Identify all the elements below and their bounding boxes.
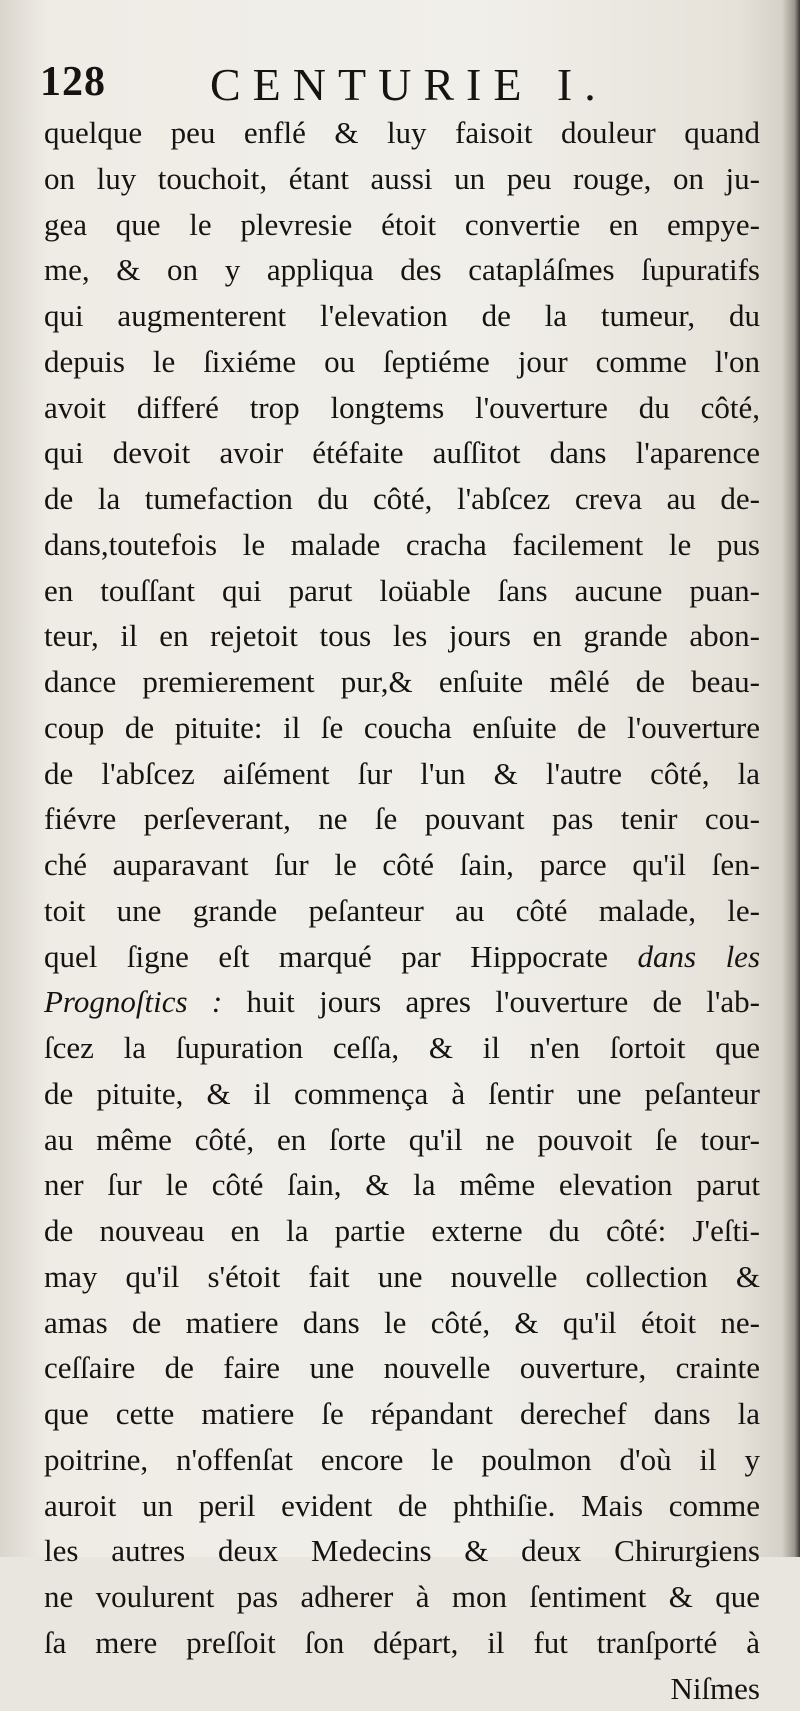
text-segment: depuis le ſixiéme ou ſeptiéme jour comme l'on [44, 344, 760, 379]
text-segment: teur, il en rejetoit tous les jours en grande abon- [44, 618, 760, 653]
text-segment: fiévre perſeverant, ne ſe pouvant pas tenir cou- [44, 801, 760, 836]
text-segment: en touſſant qui parut loüable ſans aucune puan- [44, 573, 760, 608]
text-segment: ner ſur le côté ſain, & la même elevation parut [44, 1167, 760, 1202]
text-line [44, 1300, 760, 1346]
text-line [44, 1254, 760, 1300]
text-line [44, 1666, 760, 1711]
text-line [44, 934, 760, 980]
text-segment: huit jours apres l'ouverture de l'ab- [222, 984, 760, 1019]
text-line [44, 568, 760, 614]
text-line [44, 1574, 760, 1620]
text-line [44, 979, 760, 1025]
text-line [44, 1483, 760, 1529]
text-line [44, 1117, 760, 1163]
text-segment: poitrine, n'offenſat encore le poulmon d'où il y [44, 1442, 760, 1477]
text-line [44, 796, 760, 842]
text-segment: may qu'il s'étoit fait une nouvelle collection & [44, 1259, 760, 1294]
text-segment: quelque peu enflé & luy faisoit douleur quand [44, 115, 760, 150]
text-segment: Niſmes [670, 1671, 760, 1706]
page-edge [782, 0, 800, 1557]
text-line [44, 842, 760, 888]
text-segment: ceſſaire de faire une nouvelle ouverture, crainte [44, 1350, 760, 1385]
text-segment: gea que le plevresie étoit convertie en empye- [44, 207, 760, 242]
text-segment: de pituite, & il commença à ſentir une peſanteur [44, 1076, 760, 1111]
text-segment: me, & on y appliqua des catapláſmes ſupuratifs [44, 252, 760, 287]
text-segment: les autres deux Medecins & deux Chirurgiens [44, 1533, 760, 1568]
text-line [44, 156, 760, 202]
text-segment: au même côté, en ſorte qu'il ne pouvoit ſe tour- [44, 1122, 760, 1157]
italic-text-segment: Prognoſtics : [44, 984, 222, 1019]
text-line [44, 385, 760, 431]
text-line [44, 1208, 760, 1254]
text-segment: ſa mere preſſoit ſon départ, il fut tranſporté à [44, 1625, 760, 1660]
text-segment: amas de matiere dans le côté, & qu'il étoit ne- [44, 1305, 760, 1340]
text-segment: dans,toutefois le malade cracha facilement le pus [44, 527, 760, 562]
text-line [44, 1025, 760, 1071]
text-line [44, 339, 760, 385]
text-line [44, 1345, 760, 1391]
text-segment: qui devoit avoir étéfaite auſſitot dans l'aparence [44, 435, 760, 470]
running-title: CENTURIE I. [210, 58, 608, 111]
text-segment: auroit un peril evident de phthiſie. Mais comme [44, 1488, 760, 1523]
body-text [44, 110, 760, 1711]
text-line [44, 1162, 760, 1208]
text-line [44, 1620, 760, 1666]
text-segment: de la tumefaction du côté, l'abſcez creva au de- [44, 481, 760, 516]
text-segment: ne voulurent pas adherer à mon ſentiment & que [44, 1579, 760, 1614]
text-segment: dance premierement pur,& enſuite mêlé de beau- [44, 664, 760, 699]
text-line [44, 659, 760, 705]
text-segment: que cette matiere ſe répandant derechef dans la [44, 1396, 760, 1431]
text-segment: de nouveau en la partie externe du côté: J'eſti- [44, 1213, 760, 1248]
text-line [44, 1437, 760, 1483]
text-segment: quel ſigne eſt marqué par Hippocrate [44, 939, 638, 974]
text-segment: de l'abſcez aiſément ſur l'un & l'autre côté, la [44, 756, 760, 791]
text-segment: ché auparavant ſur le côté ſain, parce qu'il ſen- [44, 847, 760, 882]
text-segment: qui augmenterent l'elevation de la tumeur, du [44, 298, 760, 333]
text-segment: toit une grande peſanteur au côté malade, le- [44, 893, 760, 928]
text-segment: ſcez la ſupuration ceſſa, & il n'en ſortoit que [44, 1030, 760, 1065]
italic-text-segment: dans les [638, 939, 761, 974]
running-head [40, 58, 760, 118]
page-number: 128 [40, 58, 106, 106]
text-line [44, 1528, 760, 1574]
text-line [44, 751, 760, 797]
text-line [44, 1391, 760, 1437]
text-line [44, 705, 760, 751]
text-line [44, 522, 760, 568]
text-segment: on luy touchoit, étant aussi un peu rouge, on ju- [44, 161, 760, 196]
text-line [44, 202, 760, 248]
text-segment: avoit differé trop longtems l'ouverture du côté, [44, 390, 760, 425]
text-line [44, 1071, 760, 1117]
text-line [44, 430, 760, 476]
text-line [44, 110, 760, 156]
text-segment: coup de pituite: il ſe coucha enſuite de l'ouverture [44, 710, 760, 745]
text-line [44, 476, 760, 522]
text-line [44, 293, 760, 339]
text-line [44, 613, 760, 659]
text-line [44, 247, 760, 293]
text-line [44, 888, 760, 934]
